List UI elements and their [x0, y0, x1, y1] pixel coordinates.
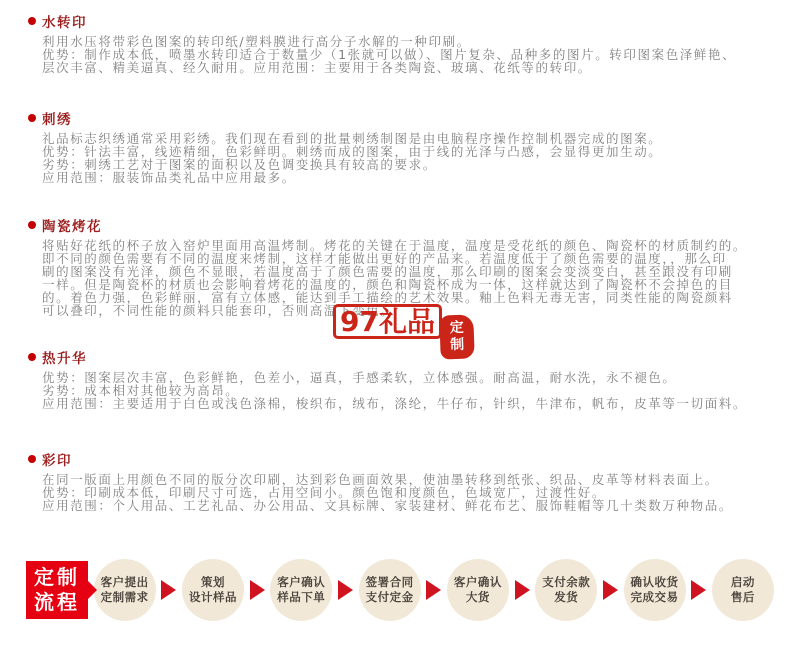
section-title: 彩印	[42, 453, 72, 469]
arrow-right-icon	[603, 580, 618, 600]
section-title: 水转印	[42, 15, 87, 31]
section-title: 陶瓷烤花	[42, 219, 102, 235]
section-title: 刺绣	[42, 112, 72, 128]
text-line: 应用范围：服装饰品类礼品中应用最多。	[42, 169, 296, 185]
section-body	[42, 474, 796, 513]
process-title-box	[26, 561, 88, 619]
text-line: 可以叠印，不同性能的颜料只能套印，否则高温下变色。	[42, 302, 395, 318]
text-line: 的。着色力强，色彩鲜丽，富有立体感，能达到手工描绘的艺术效果。釉上色料无毒无害，同类性能的陶瓷颜料	[42, 289, 733, 305]
process-step-2	[182, 559, 244, 621]
text-line: 一样。但是陶瓷杯的材质也会影响着烤花的温度的，颜色和陶瓷杯成为一体，这样就达到了陶瓷杯不会掉色的目	[42, 276, 733, 292]
step-label: 确认收货	[630, 575, 679, 589]
bullet-icon	[28, 353, 36, 361]
text-line: 礼品标志织绣通常采用彩绣。我们现在看到的批量刺绣制图是由电脑程序操作控制机器完成的图案。	[42, 131, 663, 146]
section-header	[28, 218, 796, 235]
step-label: 售后	[730, 590, 755, 604]
step-label: 大货	[465, 590, 490, 604]
section-body	[42, 372, 796, 411]
text-line: 在同一版面上用颜色不同的版分次印刷，达到彩色画面效果，使油墨转移到纸张、织品、皮革等材料表面上。	[42, 472, 719, 487]
arrow-right-icon	[426, 580, 441, 600]
seal-char: 制	[450, 336, 465, 354]
arrow-right-icon	[250, 580, 265, 600]
step-label: 发货	[554, 590, 579, 604]
arrow-right-icon	[515, 580, 530, 600]
process-step-7	[624, 559, 686, 621]
process-title-line: 流程	[34, 590, 80, 614]
watermark-97gift-badge: 97礼品	[333, 304, 442, 339]
watermark-custom-seal-icon	[439, 314, 475, 359]
section-header	[28, 14, 796, 31]
section-title: 热升华	[42, 351, 87, 367]
step-label: 客户确认	[277, 575, 326, 589]
text-line: 刷的图案没有光泽，颜色不显眼，若温度高于了颜色需要的温度，那么印刷的图案会变淡变白，甚至跟没有印刷	[42, 263, 733, 279]
process-step-6	[535, 559, 597, 621]
bullet-icon	[28, 221, 36, 229]
step-label: 定制需求	[100, 590, 149, 604]
step-label: 样品下单	[277, 590, 326, 604]
bullet-icon	[28, 455, 36, 463]
step-label: 客户提出	[100, 575, 149, 589]
text-line: 劣势：成本相对其他较为高昂。	[42, 382, 240, 398]
process-step-8	[712, 559, 774, 621]
text-line: 劣势：刺绣工艺对于图案的面积以及色调变换具有较高的要求。	[42, 156, 437, 172]
step-label: 启动	[730, 575, 755, 589]
process-step-4	[359, 559, 421, 621]
process-step-1	[94, 559, 156, 621]
section-thermal-sublimation	[28, 350, 796, 411]
arrow-right-icon	[338, 580, 353, 600]
section-body	[42, 133, 796, 185]
text-line: 层次丰富、精美逼真、经久耐用。应用范围：主要用于各类陶瓷、玻璃、花纸等的转印。	[42, 59, 592, 75]
step-label: 设计样品	[188, 590, 237, 604]
text-line: 优势：制作成本低，喷墨水转印适合于数量少（1张就可以做）、图片复杂、品种多的图片。转印图案色泽鲜艳、	[42, 46, 737, 62]
process-step-3	[270, 559, 332, 621]
step-label: 策划	[200, 575, 225, 589]
section-header	[28, 350, 796, 367]
step-label: 支付定金	[365, 590, 414, 604]
process-step-5	[447, 559, 509, 621]
step-label: 完成交易	[630, 590, 679, 604]
seal-char: 定	[449, 319, 464, 337]
bullet-icon	[28, 114, 36, 122]
section-header	[28, 111, 796, 128]
process-title-line: 定制	[34, 565, 80, 589]
section-header	[28, 452, 796, 469]
right-notch-icon	[88, 581, 97, 599]
section-embroidery	[28, 111, 796, 185]
step-label: 支付余款	[542, 575, 591, 589]
text-line: 优势：针法丰富，线迹精细，色彩鲜明。刺绣而成的图案，由于线的光泽与凸感，会显得更加生动。	[42, 143, 663, 159]
text-line: 优势：图案层次丰富，色彩鲜艳，色差小，逼真，手感柔软，立体感强。耐高温，耐水洗，永不褪色。	[42, 370, 677, 385]
step-label: 签署合同	[365, 575, 414, 589]
text-line: 即不同的颜色需要有不同的温度来烤制，这样才能做出更好的产品来。若温度低于了颜色需要的温度，，那么印	[42, 250, 727, 266]
text-line: 优势：印刷成本低，印刷尺寸可选，占用空间小。颜色饱和度颜色，色域宽广，过渡性好。	[42, 484, 607, 500]
section-color-printing	[28, 452, 796, 513]
section-ceramic-baked-decal	[28, 218, 796, 317]
text-line: 利用水压将带彩色图案的转印纸/塑料膜进行高分子水解的一种印刷。	[42, 34, 471, 49]
step-label: 客户确认	[453, 575, 502, 589]
arrow-right-icon	[691, 580, 706, 600]
bullet-icon	[28, 17, 36, 25]
section-body	[42, 36, 796, 75]
text-line: 应用范围：主要适用于白色或浅色涤棉，梭织布，绒布，涤纶，牛仔布，针织，牛津布，帆布，皮革等一切面料。	[42, 395, 748, 411]
text-line: 将贴好花纸的杯子放入窑炉里面用高温烤制。烤花的关键在于温度，温度是受花纸的颜色、陶瓷杯的材质制约的。	[42, 238, 748, 253]
section-water-transfer-print	[28, 14, 796, 75]
customization-process-flow	[26, 545, 774, 635]
arrow-right-icon	[161, 580, 176, 600]
text-line: 应用范围：个人用品、工艺礼品、办公用品、文具标牌、家装建材、鲜花布艺、服饰鞋帽等几十类数万种物品。	[42, 497, 733, 513]
